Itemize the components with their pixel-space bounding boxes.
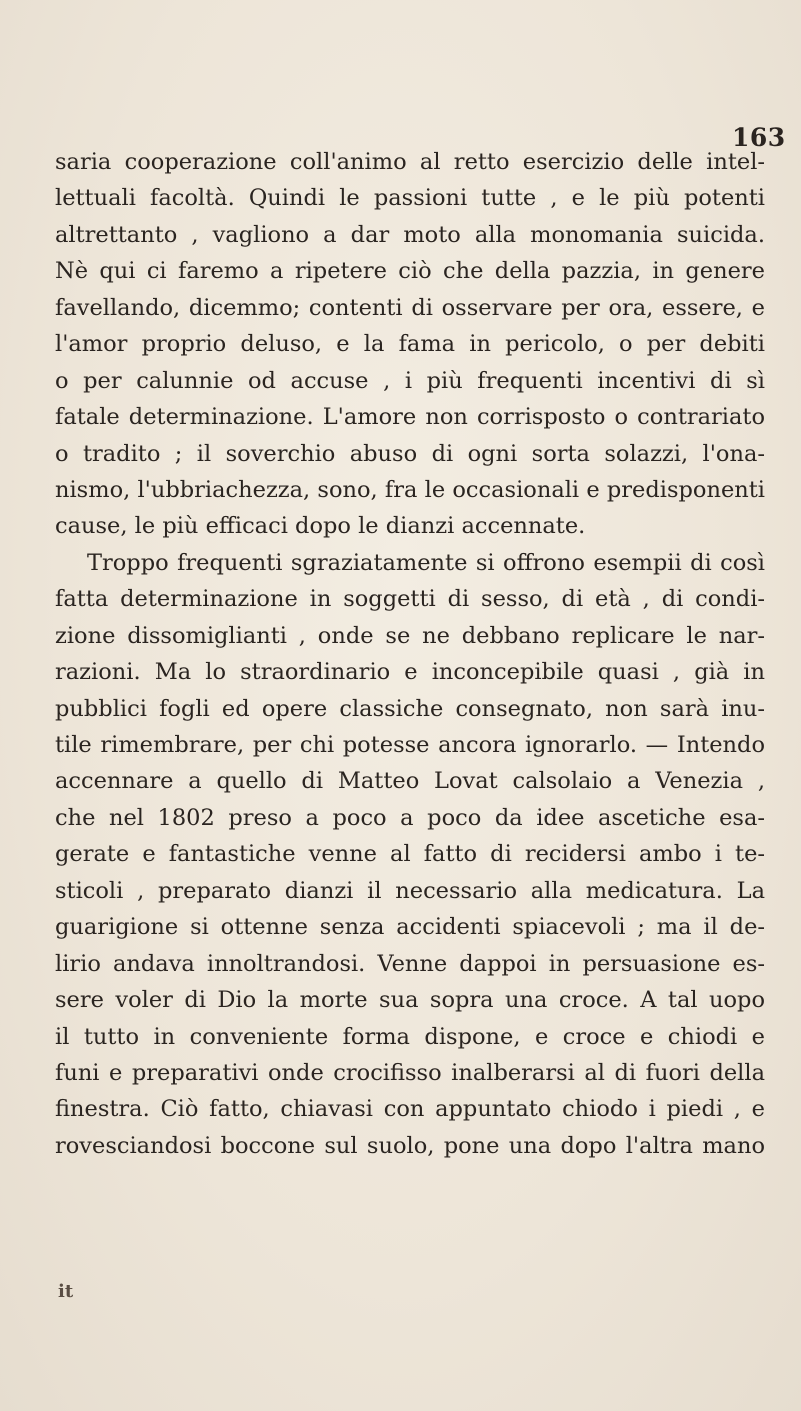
text-line: altrettanto , vagliono a dar moto alla monomania suicida. bbox=[55, 221, 765, 248]
text-line: Nè qui ci faremo a ripetere ciò che della pazzia, in genere bbox=[55, 258, 765, 285]
text-line: razioni. Ma lo straordinario e inconcepibile quasi , già in bbox=[55, 659, 765, 686]
text-line: lettuali facoltà. Quindi le passioni tutte , e le più potenti bbox=[55, 185, 765, 212]
text-line: accennare a quello di Matteo Lovat calsolaio a Venezia , bbox=[55, 768, 765, 795]
text-line: il tutto in conveniente forma dispone, e croce e chiodi e bbox=[55, 1023, 765, 1050]
paragraph-start-line: Troppo frequenti sgraziatamente si offrono esempii di così bbox=[87, 549, 765, 576]
text-line: sere voler di Dio la morte sua sopra una croce. A tal uopo bbox=[55, 987, 765, 1014]
text-line: zione dissomiglianti , onde se ne debbano replicare le nar- bbox=[55, 622, 765, 649]
text-line: o per calunnie od accuse , i più frequenti incentivi di sì bbox=[55, 367, 765, 394]
text-line: saria cooperazione coll'animo al retto esercizio delle intel- bbox=[55, 149, 765, 175]
page-number: 163 bbox=[732, 123, 786, 152]
text-line: nismo, l'ubbriachezza, sono, fra le occasionali e predisponenti bbox=[55, 476, 765, 503]
text-line: favellando, dicemmo; contenti di osservare per ora, essere, e bbox=[55, 294, 765, 321]
text-line: cause, le più efficaci dopo le dianzi accennate. bbox=[55, 513, 586, 540]
text-line: rovesciandosi boccone sul suolo, pone una dopo l'altra mano bbox=[55, 1132, 765, 1159]
text-line: finestra. Ciò fatto, chiavasi con appuntato chiodo i piedi , e bbox=[55, 1096, 765, 1123]
text-line: guarigione si ottenne senza accidenti spiacevoli ; ma il de- bbox=[55, 914, 765, 941]
body-text bbox=[55, 144, 765, 1164]
text-line: pubblici fogli ed opere classiche consegnato, non sarà inu- bbox=[55, 695, 765, 722]
text-line: funi e preparativi onde crocifisso inalberarsi al di fuori della bbox=[55, 1059, 765, 1086]
text-line: sticoli , preparato dianzi il necessario alla medicatura. La bbox=[55, 877, 765, 904]
margin-mark: it bbox=[58, 1281, 74, 1302]
text-line: fatta determinazione in soggetti di sesso, di età , di condi- bbox=[55, 586, 765, 613]
text-line: lirio andava innoltrandosi. Venne dappoi in persuasione es- bbox=[55, 950, 765, 977]
text-line: tile rimembrare, per chi potesse ancora ignorarlo. — Intendo bbox=[55, 732, 765, 758]
text-line: che nel 1802 preso a poco a poco da idee ascetiche esa- bbox=[55, 804, 765, 831]
text-line: o tradito ; il soverchio abuso di ogni sorta solazzi, l'ona- bbox=[55, 440, 765, 467]
text-line: gerate e fantastiche venne al fatto di recidersi ambo i te- bbox=[55, 841, 765, 868]
text-line: l'amor proprio deluso, e la fama in pericolo, o per debiti bbox=[55, 331, 765, 358]
text-line: fatale determinazione. L'amore non corrisposto o contrariato bbox=[55, 404, 765, 431]
